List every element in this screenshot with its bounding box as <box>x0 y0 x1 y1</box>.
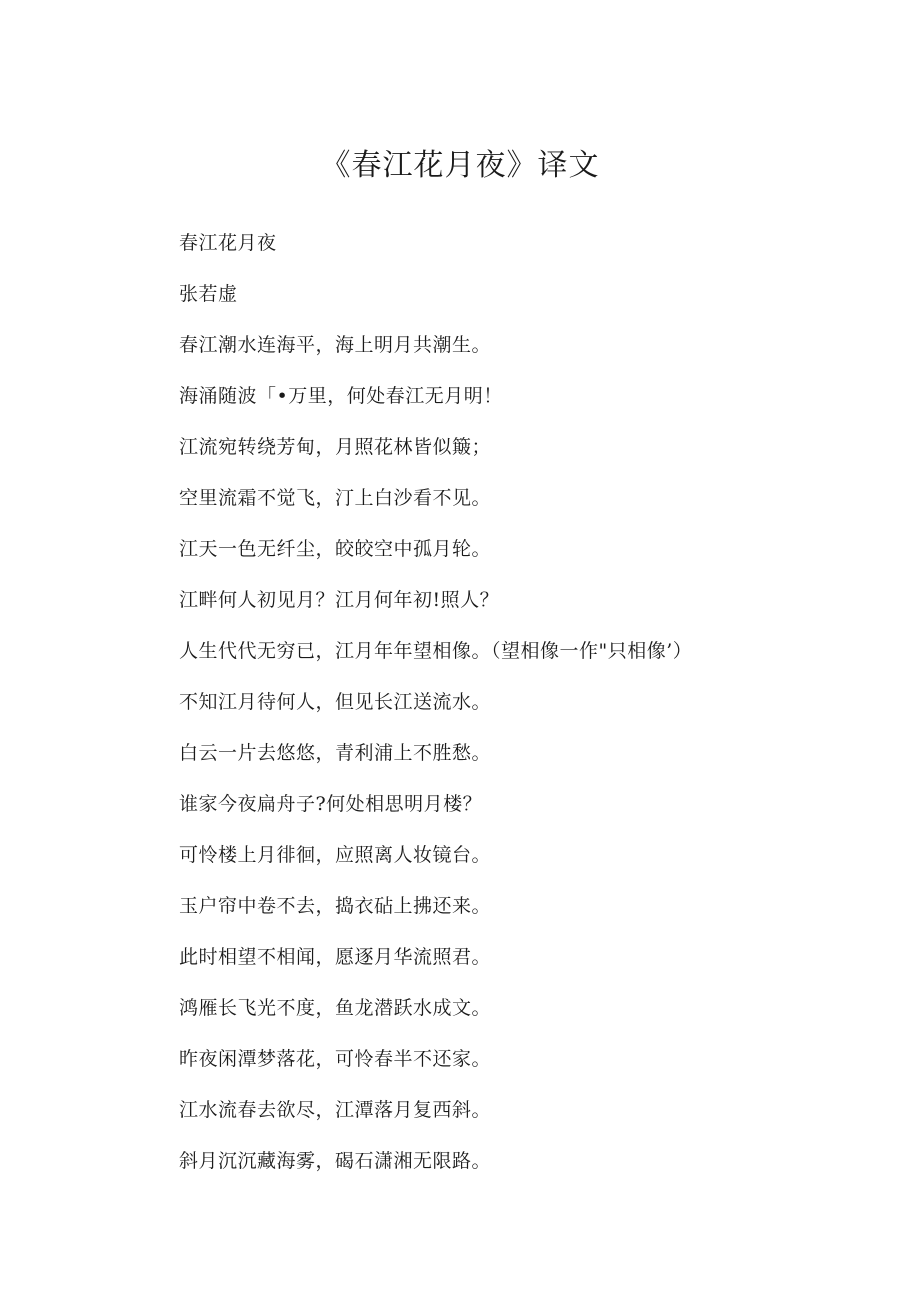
poem-line: 可怜楼上月徘徊，应照离人妆镜台。 <box>179 844 492 866</box>
poem-line: 谁家今夜扁舟子?何处相思明月楼？ <box>179 793 483 815</box>
poem-body <box>179 230 859 1199</box>
poem-line: 春江潮水连海平，海上明月共潮生。 <box>179 334 492 356</box>
poem-line: 白云一片去悠悠，青利浦上不胜愁。 <box>179 742 492 764</box>
poem-line: 空里流霜不觉飞，汀上白沙看不见。 <box>179 487 492 509</box>
poem-line: 不知江月待何人，但见长江送流水。 <box>179 691 492 713</box>
poem-line: 江天一色无纤尘，皎皎空中孤月轮。 <box>179 538 492 560</box>
poem-line: 此时相望不相闻，愿逐月华流照君。 <box>179 946 492 968</box>
poem-line: 海涌随波「•万里，何处春江无月明！ <box>179 385 503 407</box>
poem-line: 玉户帘中卷不去，捣衣砧上拂还来。 <box>179 895 492 917</box>
poem-line: 斜月沉沉藏海雾，碣石潇湘无限路。 <box>179 1150 492 1172</box>
poem-line: 江水流春去欲尽，江潭落月复西斜。 <box>179 1099 492 1121</box>
poem-title-line: 春江花月夜 <box>179 232 277 254</box>
poem-line: 人生代代无穷已，江月年年望相像。（望相像一作"只相像’） <box>179 640 693 662</box>
poem-line: 江畔何人初见月？江月何年初!照人？ <box>179 589 500 611</box>
poem-author-line: 张若虚 <box>179 283 238 305</box>
poem-line: 鸿雁长飞光不度，鱼龙潜跃水成文。 <box>179 997 492 1019</box>
document-title: 《春江花月夜》译文 <box>320 148 600 183</box>
poem-line: 昨夜闲潭梦落花，可怜春半不还家。 <box>179 1048 492 1070</box>
poem-line: 江流宛转绕芳甸，月照花林皆似簸； <box>179 436 492 458</box>
